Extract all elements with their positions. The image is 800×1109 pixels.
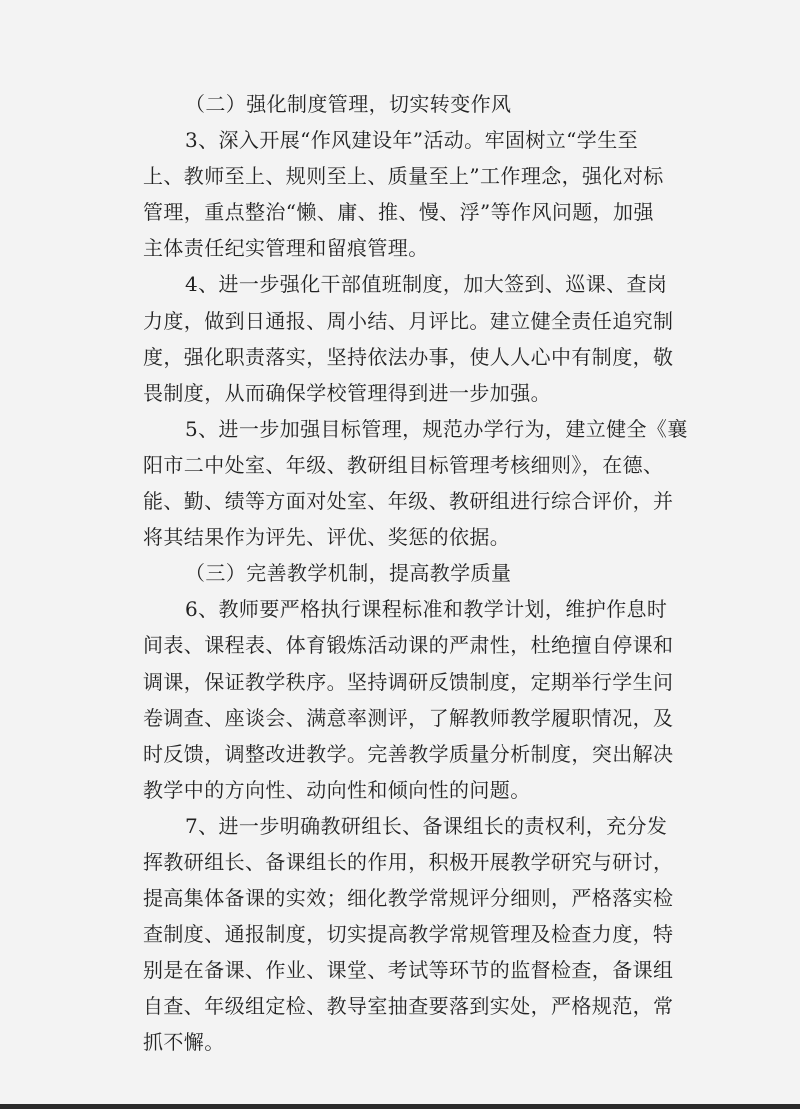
paragraph-7-line: 挥教研组长、备课组长的作用，积极开展教学研究与研讨， bbox=[143, 849, 674, 874]
paragraph-3-line: 3、深入开展“作风建设年”活动。牢固树立“学生至 bbox=[185, 128, 638, 153]
paragraph-6-line: 间表、课程表、体育锻炼活动课的严肃性，杜绝擅自停课和 bbox=[143, 633, 674, 658]
paragraph-4-line: 力度，做到日通报、周小结、月评比。建立健全责任追究制 bbox=[143, 308, 674, 333]
paragraph-7-line: 提高集体备课的实效；细化教学常规评分细则，严格落实检 bbox=[143, 886, 674, 911]
paragraph-5-line: 能、勤、绩等方面对处室、年级、教研组进行综合评价，并 bbox=[143, 489, 674, 514]
paragraph-6-line: 调课，保证教学秩序。坚持调研反馈制度，定期举行学生问 bbox=[143, 669, 674, 694]
paragraph-3-line: 主体责任纪实管理和留痕管理。 bbox=[143, 236, 429, 261]
paragraph-5-line: 阳市二中处室、年级、教研组目标管理考核细则》，在德、 bbox=[143, 452, 664, 477]
paragraph-3-line: 上、教师至上、规则至上、质量至上”工作理念，强化对标 bbox=[143, 164, 664, 189]
paragraph-7-line: 抓不懈。 bbox=[143, 1030, 225, 1055]
paragraph-4-line: 度，强化职责落实，坚持依法办事，使人人心中有制度，敬 bbox=[143, 344, 674, 369]
paragraph-7-line: 查制度、通报制度，切实提高教学常规管理及检查力度，特 bbox=[143, 922, 674, 947]
paragraph-7-line: 7、进一步明确教研组长、备课组长的责权利，充分发 bbox=[185, 813, 668, 838]
paragraph-5-line: 将其结果作为评先、评优、奖惩的依据。 bbox=[143, 525, 511, 550]
document-body bbox=[143, 86, 688, 1061]
section-heading-3: （三）完善教学机制，提高教学质量 bbox=[185, 561, 512, 586]
paragraph-7-line: 别是在备课、作业、课堂、考试等环节的监督检查，备课组 bbox=[143, 958, 674, 983]
paragraph-4-line: 4、进一步强化干部值班制度，加大签到、巡课、查岗 bbox=[185, 272, 668, 297]
paragraph-7-line: 自查、年级组定检、教导室抽查要落到实处，严格规范，常 bbox=[143, 994, 674, 1019]
paragraph-4-line: 畏制度，从而确保学校管理得到进一步加强。 bbox=[143, 380, 551, 405]
paragraph-6-line: 教学中的方向性、动向性和倾向性的问题。 bbox=[143, 777, 531, 802]
scan-bottom-edge bbox=[0, 1104, 800, 1109]
paragraph-3-line: 管理，重点整治“懒、庸、推、慢、浮”等作风问题，加强 bbox=[143, 200, 654, 225]
paragraph-6-line: 时反馈，调整改进教学。完善教学质量分析制度，突出解决 bbox=[143, 741, 674, 766]
paragraph-5-line: 5、进一步加强目标管理，规范办学行为，建立健全《襄 bbox=[185, 416, 688, 441]
paragraph-6-line: 卷调查、座谈会、满意率测评，了解教师教学履职情况，及 bbox=[143, 705, 674, 730]
paragraph-6-line: 6、教师要严格执行课程标准和教学计划，维护作息时 bbox=[185, 597, 668, 622]
section-heading-2: （二）强化制度管理，切实转变作风 bbox=[185, 92, 512, 116]
